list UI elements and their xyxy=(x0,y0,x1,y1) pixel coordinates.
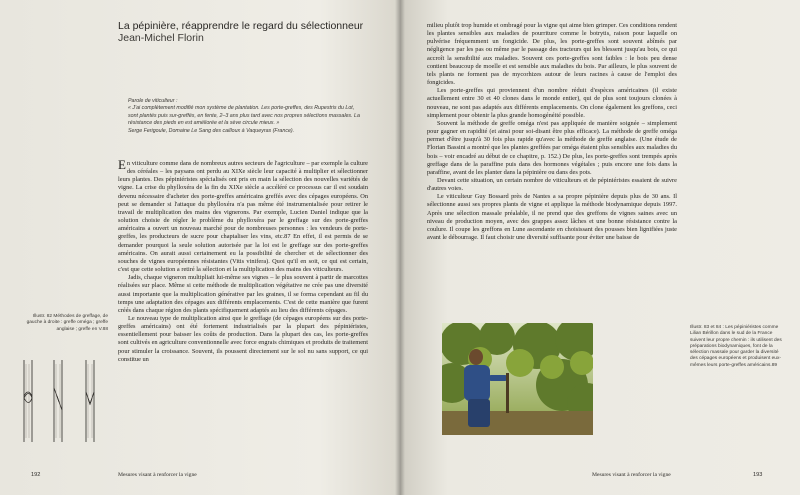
vineyard-photo xyxy=(442,323,593,435)
illustration-caption-83-84: Illustr. 83 et 84 : Les pépiniéristes comme Lilian Bérillon dans le sud de la France suivent leur propre chemin : ils utilisent des préparations biodynamiques, font de la sélection massale pour garder la diversité des cépages européens et produisent eux-mêmes leurs porte-greffes américains.89 xyxy=(690,325,782,368)
paragraph: Le viticulteur Guy Bossard près de Nantes a sa propre pépinière depuis plus de 30 ans. Il sélectionne aussi ses propres plants de vigne et applique la méthode biodynamique depuis 1997. Après une sélection massale préalable, il ne prend que des greffons de vignes saines avec un niveau de production moyen, avec des grappes assez lâches et une bonne résistance contre la coulure. Il coupe les greffons en Lune ascendante en choisissant des pousses bien lignifiées juste avant le débourrage. Il faut choisir une diversité suffisante pour éviter une baisse de xyxy=(427,193,677,242)
paragraph: Devant cette situation, un certain nombre de viticulteurs et de pépiniéristes essaient de suivre d'autres voies. xyxy=(427,176,677,193)
quote-text: « J'ai complètement modifié mon système de plantation. Les porte-greffes, des Rupestris du Lot, sont plantés puis sur-greffés, en fente, 2–3 ans plus tard avec nos propres sélections massales. La résistance des pieds en est améliorée et la sève circule mieux. » xyxy=(128,105,360,127)
page-number-right: 193 xyxy=(753,472,763,478)
right-page xyxy=(400,0,800,495)
paragraph: milieu plutôt trop humide et ombragé pour la vigne qui aime bien grimper. Ces conditions rendent les plantes sensibles aux maladies de pourriture comme le botrytis, raison pour laquelle on pulvérise fréquemment un fongicide. De plus, les porte-greffes sont souvent abîmés par négligence par les pas ou même par le passage des tracteurs qui les blessent jusqu'au bois, ce qui accroît la sensibilité aux maladies. Souvent ces porte-greffes sont faibles : le bois peu dense contient beaucoup de moelle et est sensible aux maladies du bois. Par ailleurs, le plus souvent de tels plants ne forment pas de mycorhizes autour de leurs racines à cause de l'emploi des fongicides. xyxy=(427,22,677,87)
chapter-author: Jean-Michel Florin xyxy=(118,32,204,44)
illustration-caption-82: Illustr. 82 Méthodes de greffage, de gauche à droite : greffe oméga ; greffe anglaise ; greffe en V.88 xyxy=(26,314,108,332)
running-footer-right: Mesures visant à renforcer la vigne xyxy=(592,472,671,478)
drop-cap: E xyxy=(118,157,126,172)
page-number-left: 192 xyxy=(31,472,41,478)
grafting-methods-illustration xyxy=(14,358,110,444)
paragraph: Le nouveau type de multiplication ainsi que le greffage (de cépages européens sur des porte-greffes américains) ont été fortement industrialisés par la plupart des pépiniéristes, essentiellement pour baisser les coûts de production. Dans la plupart des cas, les porte-greffes sont cultivés en agriculture conventionnelle avec force engrais chimiques et produits de traitement pour stimuler la croissance. Souvent, ils poussent directement sur le sol nu sans support, ce qui constitue un xyxy=(118,314,368,363)
quote-heading: Parole de viticulteur : xyxy=(128,98,178,104)
winemaker-quote xyxy=(128,98,364,135)
left-body-text xyxy=(118,157,368,364)
quote-attribution: Serge Ferigoule, Domaine Le Sang des cailloux à Vaqueyras (France). xyxy=(128,127,295,134)
right-body-text xyxy=(427,22,677,242)
paragraph: Jadis, chaque vigneron multipliait lui-même ses vignes – le plus souvent à partir de marcottes réalisées sur place. Même si cette méthode de multiplication végétative ne crée pas une diversité aussi importante que la multiplication générative par les graines, il se forma cependant au fil du temps une adaptation des cépages aux différents emplacements. C'est de cette manière que furent créés dans chaque région des plants spécifiquement adaptés au lieu des différents cépages. xyxy=(118,274,368,314)
running-footer-left: Mesures visant à renforcer la vigne xyxy=(118,472,197,478)
chapter-title: La pépinière, réapprendre le regard du sélectionneur xyxy=(118,20,364,32)
paragraph: Souvent la méthode de greffe oméga n'est pas appliquée de manière soignée – simplement pour gagner en rapidité (et ainsi pour soi-disant être plus efficace). La méthode de greffe oméga permet d'être jusqu'à 30 fois plus rapide qu'avec la méthode de greffe anglaise. (Une étude de Florian Bassini a montré que les plantes greffées par oméga étaient plus sensibles aux maladies du bois – voir encadré au début de ce chapitre, p. 152.) De plus, les porte-greffes sont trempés après greffage dans de la paraffine puis dans des hormones végétales ; puis encore une fois dans la paraffine, avant de les planter dans la pépinière ou dans des pots. xyxy=(427,119,677,176)
paragraph: Les porte-greffes qui proviennent d'un nombre réduit d'espèces américaines (il existe actuellement entre 30 et 40 clones dans le monde entier), qui de plus sont toujours clonées à nouveau, ne sont pas adaptés aux différents emplacements. On clone également les greffons, ceci simplement pour obtenir la plus grande homogénéité possible. xyxy=(427,87,677,119)
paragraph xyxy=(118,157,368,274)
paragraph-text: n viticulture comme dans de nombreux autres secteurs de l'agriculture – par exemple la culture des céréales – les paysans ont perdu au XIXe siècle leur capacité à multiplier et sélectionner leurs plantes. Des pépiniéristes spécialisés ont pris en main la sélection des nouvelles variétés de vigne. La crise du phylloxéra de la fin du XIXe siècle a accéléré ce processus car il est soudain devenu nécessaire d'acheter des porte-greffes américains greffés avec des cépages européens. On peut se demander si l'attaque du phylloxéra n'a pas même été instrumentalisée pour retirer le travail de multiplication des mains des vignerons. Par exemple, Lucien Daniel indique que la solution choisie de régler le problème du phylloxéra par le greffage sur des porte-greffes américains a ouvert un nouveau marché pour de nombreuses personnes : les vendeurs de porte-greffes, les producteurs de sucre pour chaptaliser les vins, etc.87 En effet, il est permis de se demander pourquoi la seule solution autorisée par la loi est le greffage sur des porte-greffes américains. On aurait aussi certainement eu la possibilité de chercher et de sélectionner des souches de vignes européennes résistantes (Vitis vinifera). Quoi qu'il en soit, ce qui est certain, c'est que cette solution a retiré la sélection et la multiplication des mains des viticulteurs. xyxy=(118,160,368,274)
